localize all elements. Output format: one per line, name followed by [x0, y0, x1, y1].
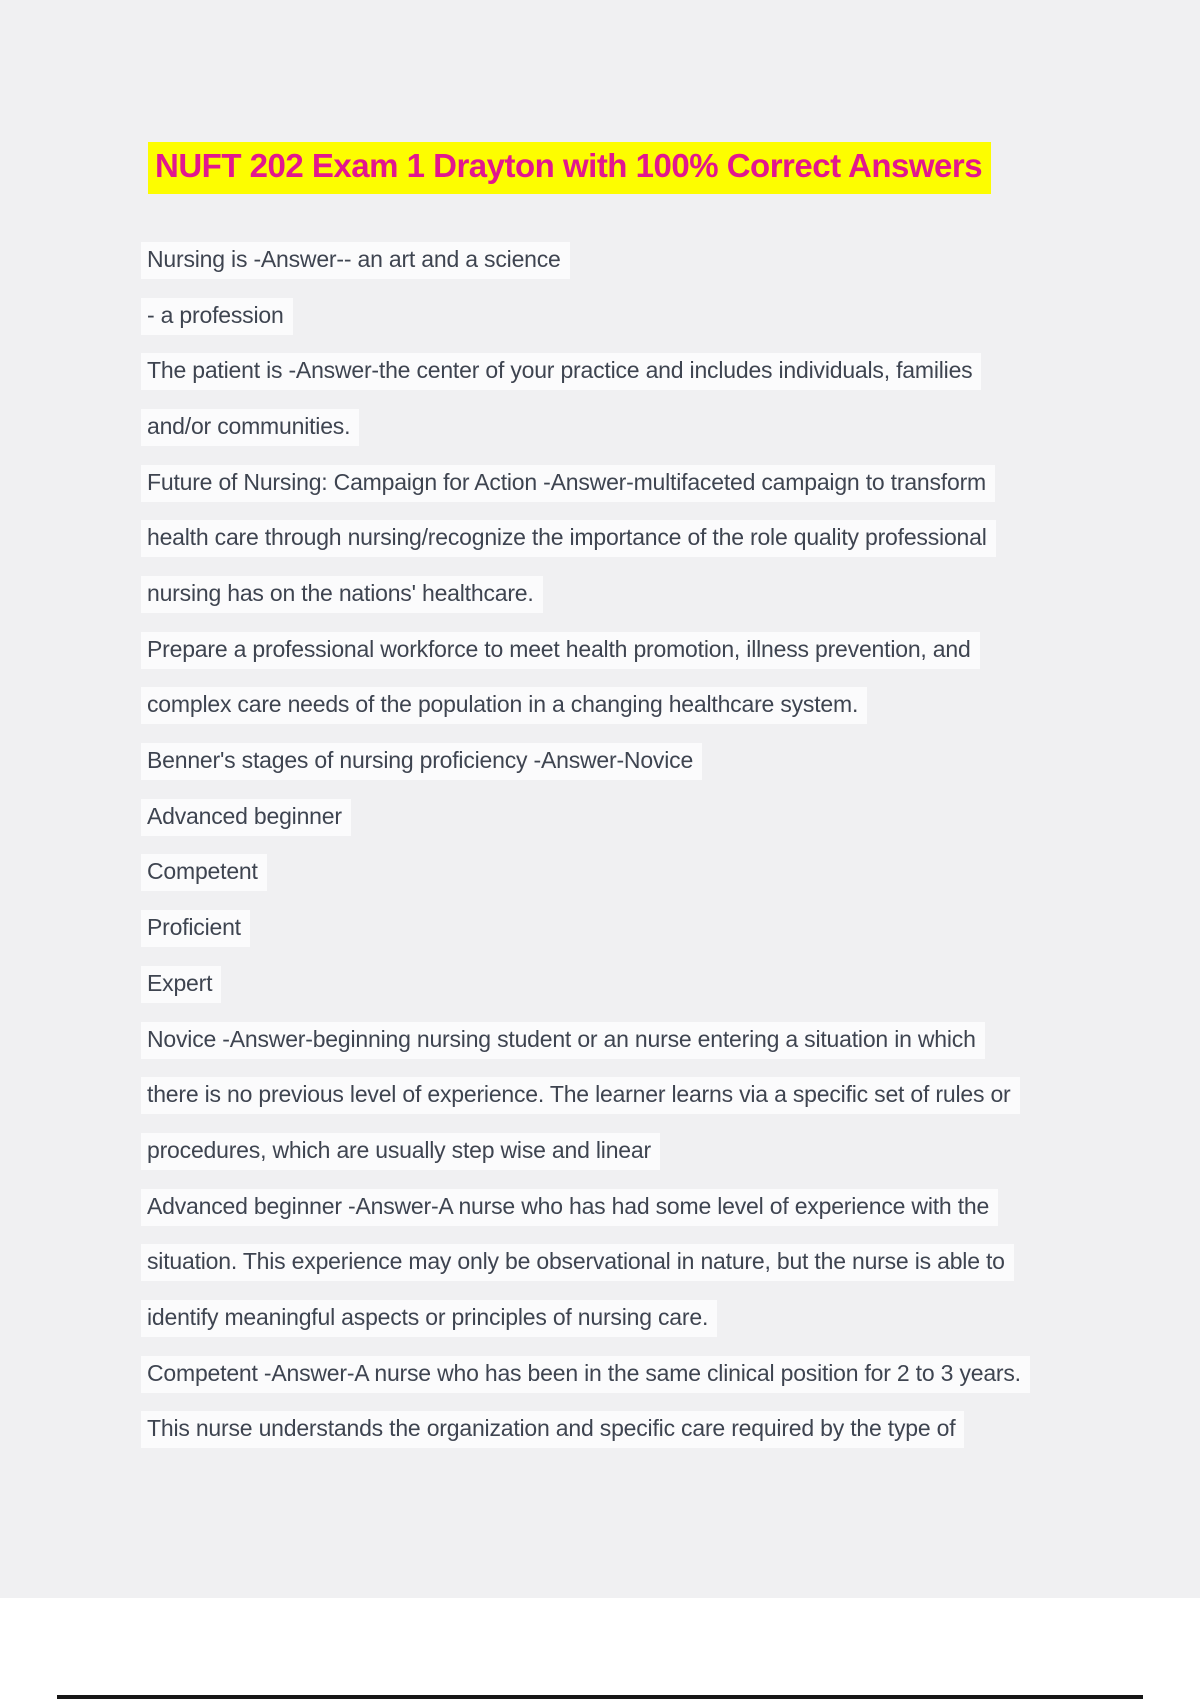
- text-line: Proficient: [141, 910, 250, 947]
- text-line: Benner's stages of nursing proficiency -Answer-Novice: [141, 743, 702, 780]
- text-line: and/or communities.: [141, 409, 359, 446]
- text-line: procedures, which are usually step wise and linear: [141, 1133, 660, 1170]
- document-title: NUFT 202 Exam 1 Drayton with 100% Correct Answers: [148, 142, 991, 194]
- text-line: Competent: [141, 854, 267, 891]
- text-line: nursing has on the nations' healthcare.: [141, 576, 543, 613]
- text-line: Expert: [141, 966, 221, 1003]
- text-line: Advanced beginner: [141, 799, 351, 836]
- text-line: - a profession: [141, 298, 293, 335]
- next-page-area: [0, 1598, 1200, 1700]
- text-line: Future of Nursing: Campaign for Action -Answer-multifaceted campaign to transform: [141, 465, 995, 502]
- text-line: This nurse understands the organization and specific care required by the type of: [141, 1411, 964, 1448]
- text-line: there is no previous level of experience. The learner learns via a specific set of rules or: [141, 1077, 1020, 1114]
- text-line: The patient is -Answer-the center of your practice and includes individuals, families: [141, 353, 981, 390]
- text-line: Advanced beginner -Answer-A nurse who has had some level of experience with the: [141, 1189, 998, 1226]
- next-page-edge-line: [57, 1695, 1143, 1699]
- text-line: Competent -Answer-A nurse who has been in the same clinical position for 2 to 3 years.: [141, 1356, 1030, 1393]
- text-line: Novice -Answer-beginning nursing student or an nurse entering a situation in which: [141, 1022, 985, 1059]
- text-line: situation. This experience may only be observational in nature, but the nurse is able to: [141, 1244, 1014, 1281]
- text-line: Nursing is -Answer-- an art and a science: [141, 242, 570, 279]
- text-line: health care through nursing/recognize the importance of the role quality professional: [141, 520, 996, 557]
- text-line: complex care needs of the population in a changing healthcare system.: [141, 687, 867, 724]
- text-line: Prepare a professional workforce to meet health promotion, illness prevention, and: [141, 632, 980, 669]
- text-line: identify meaningful aspects or principles of nursing care.: [141, 1300, 717, 1337]
